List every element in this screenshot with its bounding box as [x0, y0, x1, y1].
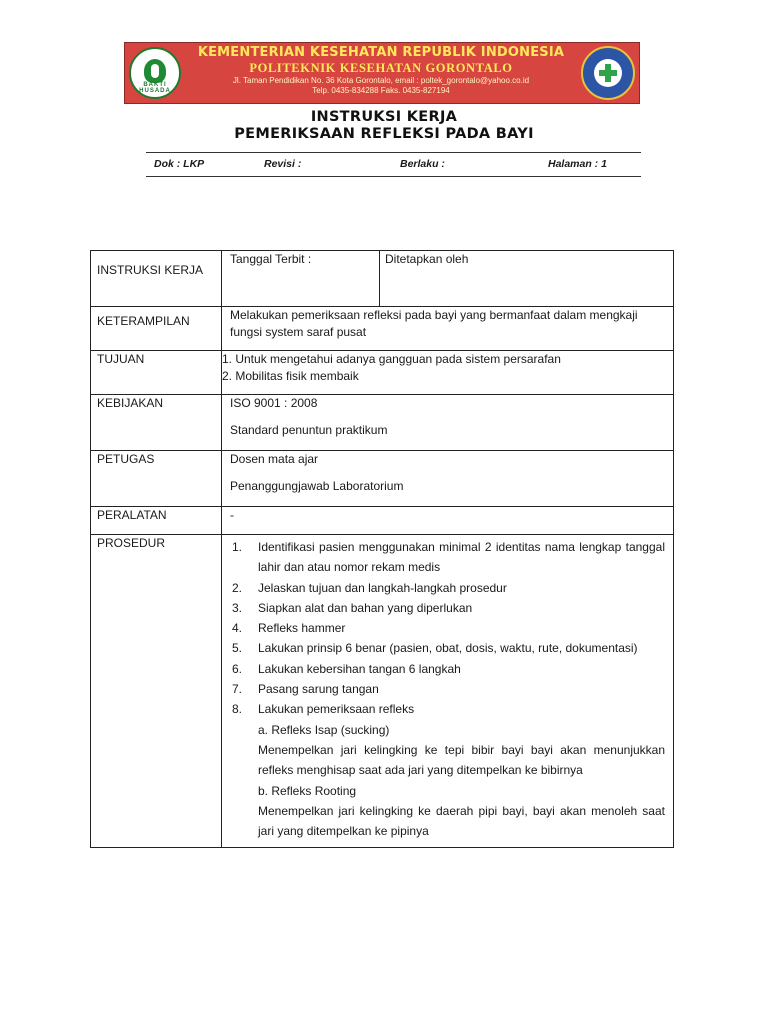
- peralatan-text: -: [230, 508, 234, 522]
- petugas-item-1: Dosen mata ajar: [230, 452, 319, 466]
- document-subtitle: PEMERIKSAAN REFLEKSI PADA BAYI: [234, 126, 534, 142]
- sub-item-sucking-title: a. Refleks Isap (sucking): [258, 722, 390, 737]
- poltekkes-logo-icon: [581, 46, 635, 100]
- doc-page: Halaman : 1: [548, 158, 607, 170]
- sub-item-sucking-desc: Menempelkan jari kelingking ke tepi bibir bayi bayi akan menunjukkan refleks menghisap saat ada jari yang ditempelkan ke bibirnya: [258, 742, 665, 778]
- peralatan-cell: [222, 507, 674, 535]
- banner-text: [185, 45, 577, 96]
- list-item: 6. Lakukan kebersihan tangan 6 langkah: [232, 661, 461, 676]
- table-row: [91, 395, 674, 451]
- header-banner: [124, 42, 640, 104]
- tujuan-cell: [222, 351, 674, 395]
- tujuan-item-1: 1. Untuk mengetahui adanya gangguan pada sistem persarafan: [222, 352, 561, 366]
- logo-left-text: BAKTI HUSADA: [139, 82, 171, 94]
- table-row: [91, 451, 674, 507]
- row-label: [91, 507, 222, 535]
- list-item: 4. Refleks hammer: [232, 621, 346, 636]
- table-row: [91, 307, 674, 351]
- kemenkes-logo-icon: [129, 47, 181, 99]
- label-prosedur: PROSEDUR: [97, 536, 166, 550]
- row-label: [91, 451, 222, 507]
- row-label: [91, 307, 222, 351]
- approved-by-label: Ditetapkan oleh: [385, 252, 469, 266]
- row-label: [91, 251, 222, 307]
- table-row: [91, 535, 674, 848]
- approved-by-cell: [380, 251, 674, 307]
- label-keterampilan: KETERAMPILAN: [97, 314, 190, 328]
- issue-date-cell: [222, 251, 380, 307]
- label-kebijakan: KEBIJAKAN: [97, 396, 164, 410]
- kebijakan-item-1: ISO 9001 : 2008: [230, 396, 318, 410]
- tujuan-item-2: 2. Mobilitas fisik membaik: [222, 369, 359, 383]
- kebijakan-item-2: Standard penuntun praktikum: [230, 423, 388, 437]
- label-instruksi: INSTRUKSI KERJA: [97, 263, 204, 277]
- sub-item-rooting-title: b. Refleks Rooting: [258, 783, 357, 798]
- institution-address: Jl. Taman Pendidikan No. 36 Kota Gorontalo, email : poltek_gorontalo@yahoo.co.id: [232, 76, 530, 85]
- table-row: [91, 507, 674, 535]
- list-item: 3. Siapkan alat dan bahan yang diperlukan: [232, 600, 473, 615]
- petugas-item-2: Penanggungjawab Laboratorium: [230, 479, 404, 493]
- list-item: 2. Jelaskan tujuan dan langkah-langkah prosedur: [232, 580, 507, 595]
- instruction-table: [90, 250, 674, 848]
- procedure-list: [222, 537, 665, 720]
- row-label: [91, 395, 222, 451]
- institution-name: POLITEKNIK KESEHATAN GORONTALO: [249, 61, 513, 75]
- doc-code: Dok : LKP: [154, 158, 205, 170]
- document-info-bar: [146, 152, 641, 177]
- label-peralatan: PERALATAN: [97, 508, 167, 522]
- sub-item-rooting-desc: Menempelkan jari kelingking ke daerah pipi bayi, bayi akan menoleh saat jari yang ditempelkan ke pipinya: [258, 803, 665, 839]
- table-row: [91, 351, 674, 395]
- issue-date-label: Tanggal Terbit :: [230, 252, 312, 266]
- keterampilan-cell: [222, 307, 674, 351]
- doc-effective: Berlaku :: [400, 158, 445, 170]
- doc-revision: Revisi :: [264, 158, 302, 170]
- petugas-cell: [222, 451, 674, 507]
- table-row: [91, 251, 674, 307]
- list-item: 5. Lakukan prinsip 6 benar (pasien, obat, dosis, waktu, rute, dokumentasi): [232, 641, 638, 656]
- row-label: [91, 351, 222, 395]
- list-item: 7. Pasang sarung tangan: [232, 682, 379, 697]
- list-item: 1. Identifikasi pasien menggunakan minimal 2 identitas nama lengkap tanggal lahir dan atau nomor rekam medis: [232, 540, 665, 575]
- institution-phone: Telp. 0435-834288 Faks. 0435-827194: [312, 86, 450, 95]
- list-item: 8. Lakukan pemeriksaan refleks: [232, 702, 415, 717]
- label-tujuan: TUJUAN: [97, 352, 145, 366]
- label-petugas: PETUGAS: [97, 452, 155, 466]
- kebijakan-cell: [222, 395, 674, 451]
- keterampilan-text: Melakukan pemeriksaan refleksi pada bayi yang bermanfaat dalam mengkaji fungsi system saraf pusat: [230, 308, 638, 339]
- ministry-name: KEMENTERIAN KESEHATAN REPUBLIK INDONESIA: [197, 45, 565, 60]
- cross-emblem-icon: [594, 59, 622, 87]
- prosedur-cell: [222, 535, 674, 848]
- row-label: [91, 535, 222, 848]
- leaf-emblem-icon: [144, 59, 166, 83]
- document-title: INSTRUKSI KERJA: [310, 109, 458, 125]
